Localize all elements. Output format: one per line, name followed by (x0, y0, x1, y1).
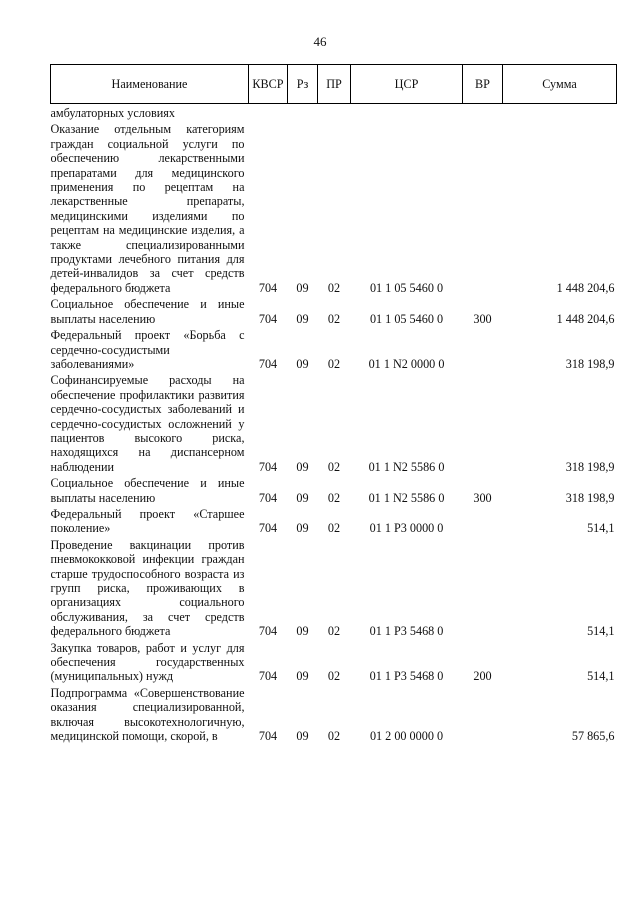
table-row (51, 476, 617, 507)
row-csr: 01 1 P3 5468 0 (369, 669, 444, 684)
row-vr: 300 (473, 490, 492, 505)
row-csr: 01 1 P3 5468 0 (369, 624, 444, 639)
row-vr (463, 507, 503, 538)
row-pr: 02 (327, 624, 341, 639)
page-number: 46 (313, 34, 327, 49)
row-name: Федеральный проект «Борьба с сердечно-сосудистыми заболеваниями» (50, 328, 245, 371)
row-vr (463, 328, 503, 373)
row-kvsr: 704 (258, 490, 278, 505)
row-sum: 1 448 204,6 (556, 311, 615, 326)
row-kvsr: 704 (258, 311, 278, 326)
row-csr: 01 1 05 5460 0 (369, 311, 444, 326)
budget-table (50, 64, 617, 745)
row-name: Социальное обеспечение и иные выплаты населению (50, 476, 245, 505)
row-vr: 300 (473, 311, 492, 326)
row-name: Проведение вакцинации против пневмококковой инфекции граждан старше трудоспособного возраста из групп риска, проживающих в организациях социального обслуживания, за счет средств федерального бюджета (50, 537, 245, 639)
row-csr: 01 1 N2 5586 0 (368, 490, 445, 505)
table-row (51, 297, 617, 328)
row-rz: 09 (296, 624, 309, 639)
row-name: Софинансируемые расходы на обеспечение профилактики развития сердечно-сосудистых заболеваний и сердечно-сосудистых осложнений у пациентов высокого риска, находящихся на диспансерном наблюдении (50, 373, 245, 474)
row-pr: 02 (327, 521, 341, 536)
row-vr (463, 104, 503, 123)
row-csr: 01 1 N2 0000 0 (368, 356, 445, 371)
table-row (51, 104, 617, 123)
row-rz: 09 (296, 356, 309, 371)
header-csr: ЦСР (351, 65, 463, 104)
row-sum: 514,1 (587, 521, 615, 536)
row-pr: 02 (327, 311, 341, 326)
row-rz: 09 (296, 490, 309, 505)
table-header-row (51, 65, 617, 104)
table-row (51, 122, 617, 297)
row-name: Федеральный проект «Старшее поколение» (50, 506, 245, 536)
table-header (51, 65, 617, 104)
row-csr: 01 1 P3 0000 0 (369, 521, 444, 536)
header-vr: ВР (463, 65, 503, 104)
table-row (51, 373, 617, 476)
row-name: Социальное обеспечение и иные выплаты населению (50, 297, 245, 326)
row-kvsr: 704 (258, 521, 278, 536)
row-kvsr: 704 (258, 459, 278, 474)
table-row (51, 641, 617, 686)
header-kvsr: КВСР (249, 65, 288, 104)
row-sum: 57 865,6 (571, 729, 615, 744)
row-kvsr: 704 (258, 356, 278, 371)
row-rz: 09 (296, 729, 309, 744)
row-sum: 514,1 (587, 624, 615, 639)
row-vr (463, 686, 503, 746)
row-pr: 02 (327, 669, 341, 684)
row-vr: 200 (473, 669, 492, 684)
row-sum (503, 104, 617, 123)
header-name: Наименование (51, 65, 249, 104)
row-pr: 02 (327, 459, 341, 474)
row-sum: 514,1 (587, 669, 615, 684)
row-sum: 1 448 204,6 (556, 280, 615, 295)
row-kvsr: 704 (258, 280, 278, 295)
row-kvsr (249, 104, 288, 123)
row-sum: 318 198,9 (565, 459, 615, 474)
row-name: Подпрограмма «Совершенствование оказания специализированной, включая высокотехнологичную, медицинской помощи, скорой, в (50, 685, 245, 744)
row-pr: 02 (327, 280, 341, 295)
row-rz (288, 104, 318, 123)
header-pr: ПР (318, 65, 351, 104)
row-sum: 318 198,9 (565, 490, 615, 505)
table-row (51, 507, 617, 538)
row-kvsr: 704 (258, 729, 278, 744)
row-rz: 09 (296, 311, 309, 326)
header-rz: Рз (288, 65, 318, 104)
row-name: Оказание отдельным категориям граждан социальной услуги по обеспечению лекарственными препаратами для медицинского применения по рецептам на лекарственные препараты, медицинскими изделиями по рецептам на медицинские изделия, а также специализированными продуктами лечебного питания для детей-инвалидов за счет средств федерального бюджета (50, 122, 245, 295)
table-row (51, 328, 617, 373)
row-vr (463, 538, 503, 641)
header-sum: Сумма (503, 65, 617, 104)
row-pr: 02 (327, 356, 341, 371)
row-vr (463, 122, 503, 297)
row-pr (318, 104, 351, 123)
row-csr: 01 2 00 0000 0 (369, 729, 444, 744)
table-row (51, 686, 617, 746)
row-rz: 09 (296, 669, 309, 684)
row-rz: 09 (296, 459, 309, 474)
row-name: Закупка товаров, работ и услуг для обеспечения государственных (муниципальных) нужд (50, 640, 245, 684)
row-csr: 01 1 05 5460 0 (369, 280, 444, 295)
table-body (51, 104, 617, 746)
row-name: амбулаторных условиях (50, 106, 175, 120)
row-csr (351, 104, 463, 123)
row-rz: 09 (296, 280, 309, 295)
row-sum: 318 198,9 (565, 356, 615, 371)
row-rz: 09 (296, 521, 309, 536)
row-vr (463, 373, 503, 476)
table-row (51, 538, 617, 641)
row-pr: 02 (327, 490, 341, 505)
row-kvsr: 704 (258, 669, 278, 684)
row-pr: 02 (327, 729, 341, 744)
row-kvsr: 704 (258, 624, 278, 639)
row-csr: 01 1 N2 5586 0 (368, 459, 445, 474)
